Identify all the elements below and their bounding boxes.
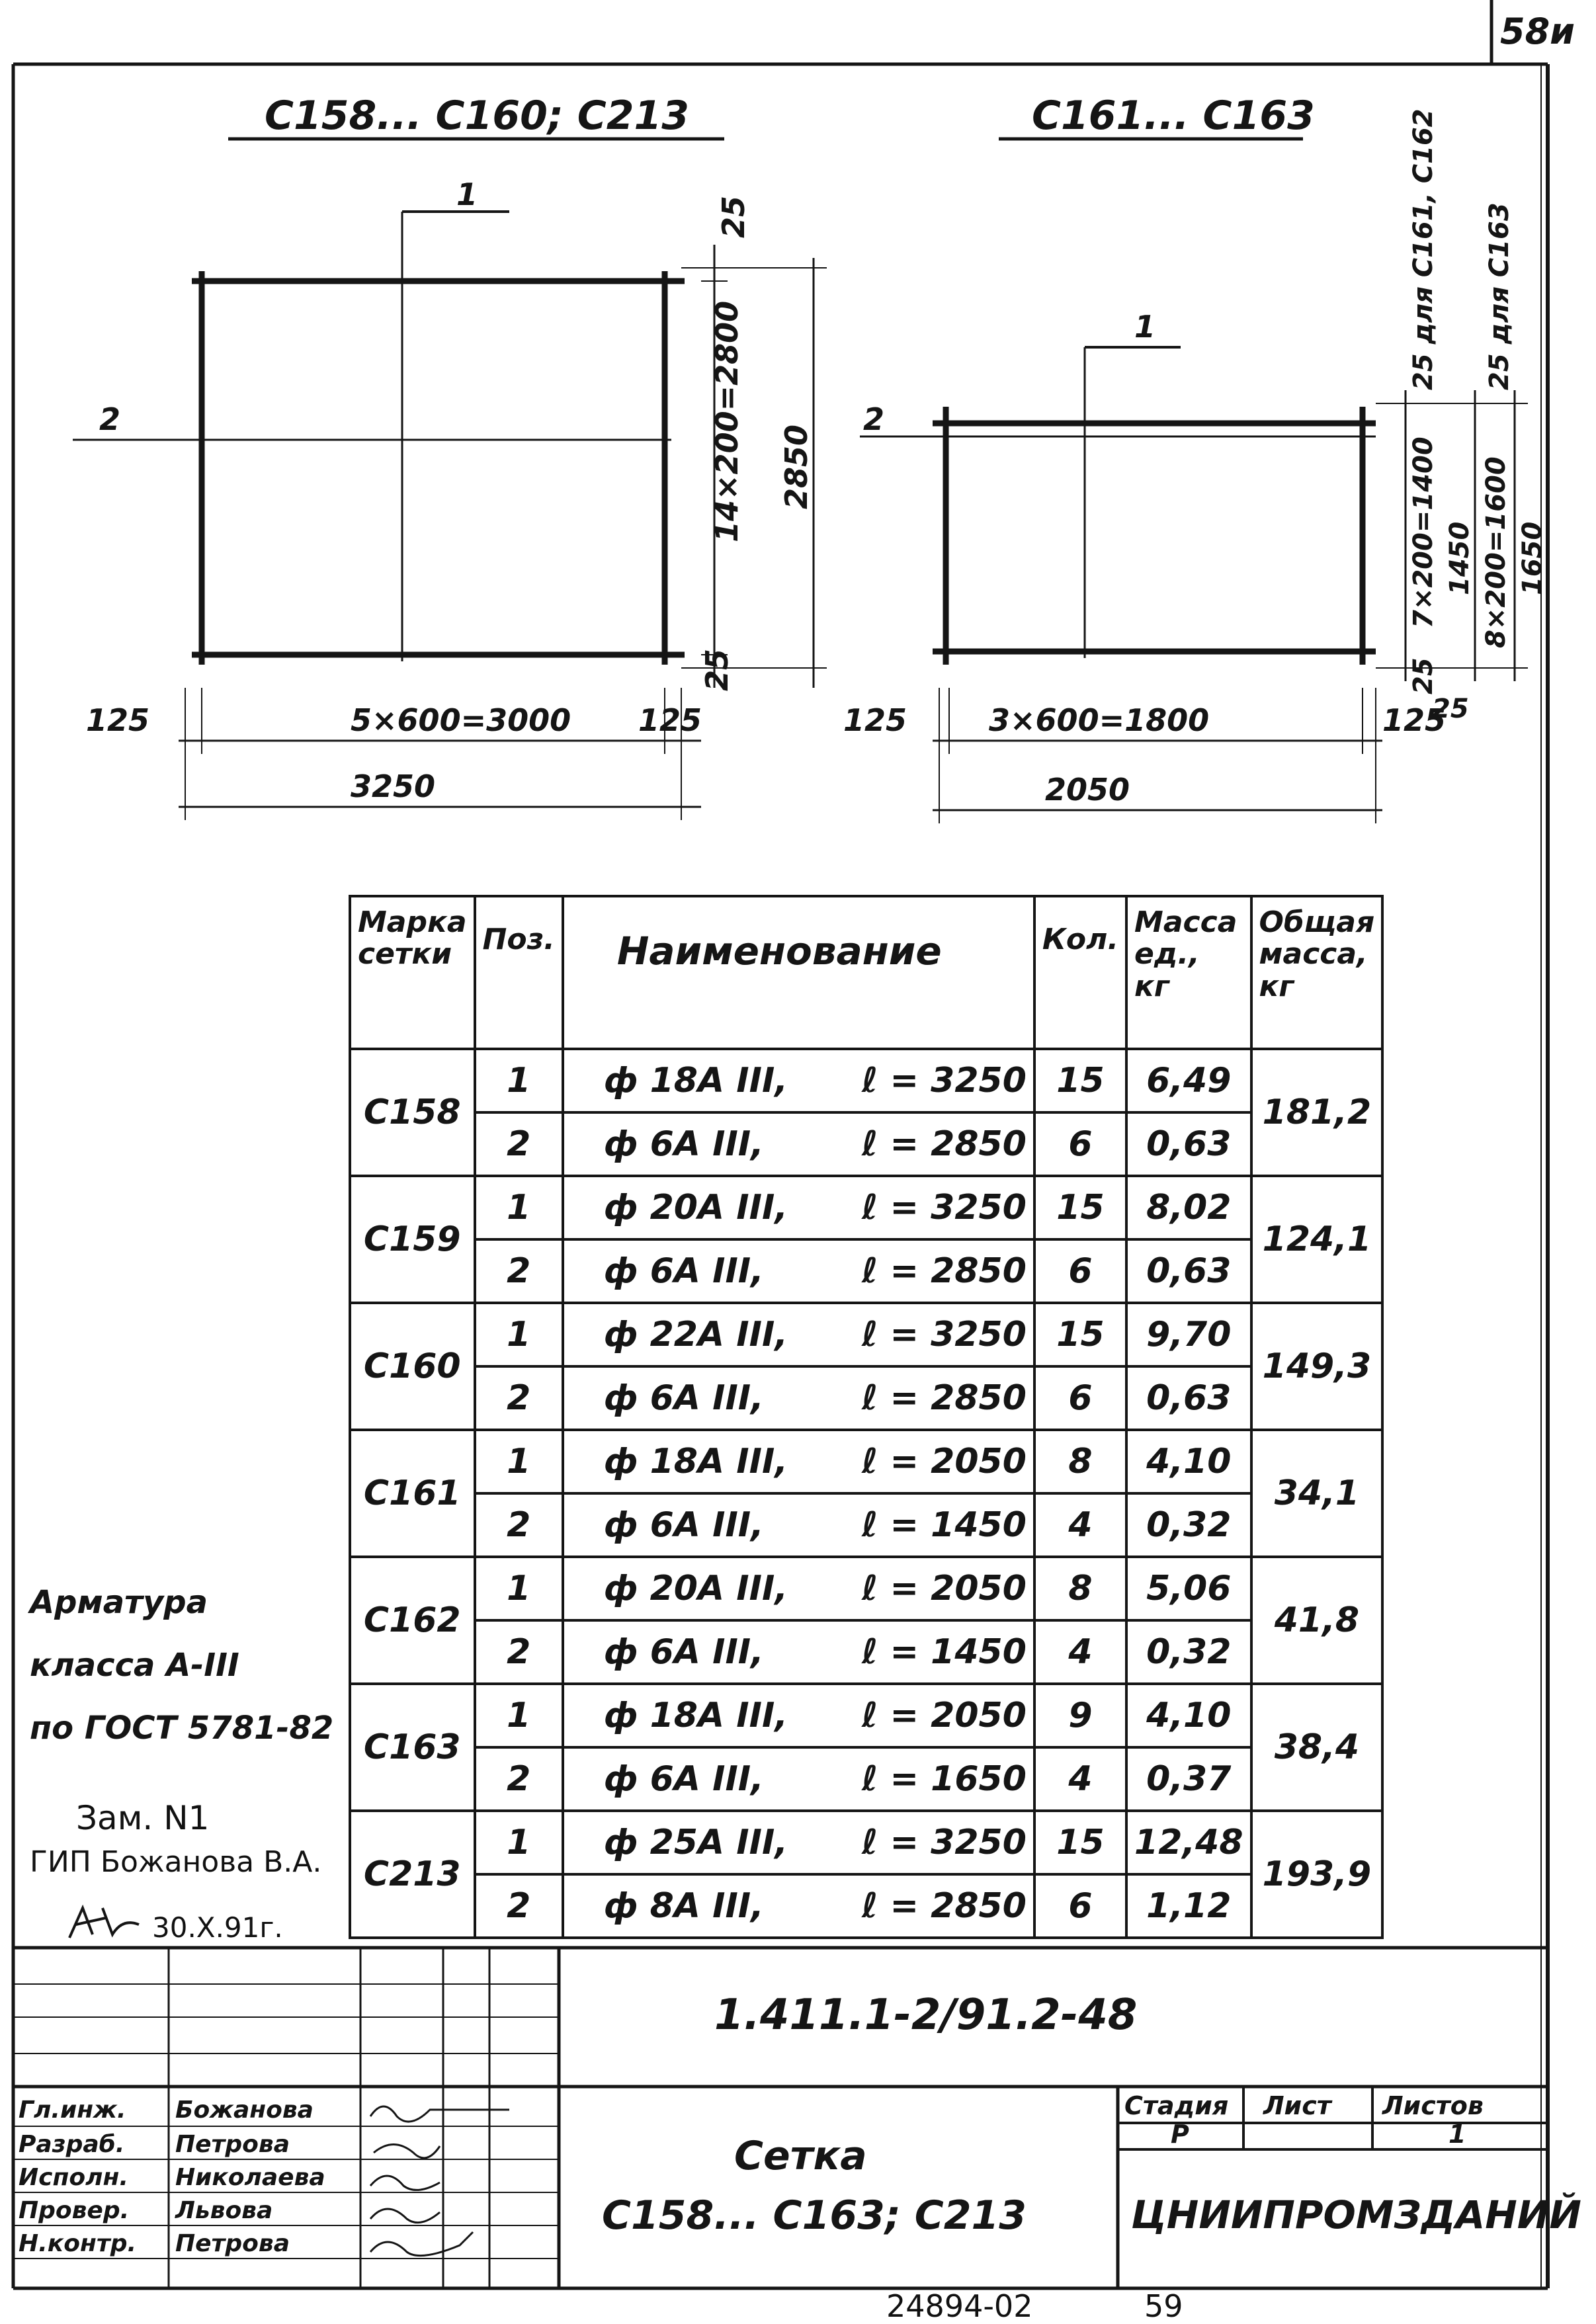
cell-unit-mass: 4,10 <box>1126 1684 1251 1747</box>
role-row-3 <box>19 2197 273 2224</box>
bar-designation: ф 6А III, <box>603 1505 764 1545</box>
role-row-1 <box>19 2131 290 2158</box>
cell-total-mass: 193,9 <box>1251 1811 1383 1938</box>
cell-total-mass: 38,4 <box>1251 1684 1383 1811</box>
right-view-title: С161... С163 <box>1032 93 1315 139</box>
bar-designation: ф 20А III, <box>603 1188 788 1227</box>
role-name: Петрова <box>175 2131 290 2158</box>
cell-qty: 15 <box>1034 1811 1126 1874</box>
right-dim-bottom-b: 25 <box>1432 694 1469 724</box>
right-dim-bottom-a: 25 <box>1408 657 1439 694</box>
cell-pos: 2 <box>475 1493 563 1557</box>
cell-pos: 2 <box>475 1620 563 1684</box>
header-mark: Марка сетки <box>350 896 475 1049</box>
cell-pos: 2 <box>475 1366 563 1430</box>
role-name: Львова <box>175 2197 273 2224</box>
header-pos: Поз. <box>475 896 563 1049</box>
cell-unit-mass: 0,37 <box>1126 1747 1251 1811</box>
right-dim-right-offset: 125 <box>1382 702 1447 738</box>
bar-length: ℓ = 3250 <box>861 1188 1027 1227</box>
cell-unit-mass: 0,63 <box>1126 1366 1251 1430</box>
left-dim-vert-total: 2850 <box>778 424 814 509</box>
bar-designation: ф 6А III, <box>603 1124 764 1164</box>
cell-pos: 1 <box>475 1811 563 1874</box>
change-note-2: ГИП Божанова В.А. <box>30 1845 322 1879</box>
bar-length: ℓ = 2050 <box>861 1569 1027 1608</box>
left-view-title: С158... С160; С213 <box>265 93 689 139</box>
cell-qty: 9 <box>1034 1684 1126 1747</box>
cell-unit-mass: 9,70 <box>1126 1303 1251 1366</box>
cell-pos: 2 <box>475 1874 563 1938</box>
cell-pos: 1 <box>475 1684 563 1747</box>
cell-qty: 4 <box>1034 1620 1126 1684</box>
sheets-value: 1 <box>1449 2120 1466 2149</box>
bar-length: ℓ = 2850 <box>861 1251 1027 1291</box>
doc-code: 1.411.1-2/91.2-48 <box>714 1991 1138 2040</box>
change-note-1: Зам. N1 <box>76 1799 210 1837</box>
bar-designation: ф 22А III, <box>603 1315 788 1354</box>
cell-total-mass: 124,1 <box>1251 1176 1383 1303</box>
note-rebar-2: класса А-III <box>30 1647 239 1684</box>
role-label: Исполн. <box>19 2164 128 2191</box>
cell-qty: 15 <box>1034 1303 1126 1366</box>
right-dim-chain-a: 7×200=1400 <box>1408 436 1439 628</box>
bar-designation: ф 6А III, <box>603 1759 764 1799</box>
right-dim-left-offset: 125 <box>843 702 907 738</box>
left-dim-horiz-total: 3250 <box>351 768 436 804</box>
right-dim-total-b: 1650 <box>1517 521 1548 595</box>
cell-qty: 6 <box>1034 1239 1126 1303</box>
bar-designation: ф 18А III, <box>603 1696 788 1735</box>
bar-designation: ф 25А III, <box>603 1823 788 1862</box>
page-number: 58и <box>1500 11 1575 52</box>
cell-unit-mass: 0,63 <box>1126 1112 1251 1176</box>
left-dim-right-offset: 125 <box>638 702 702 738</box>
organization: ЦНИИПРОМЗДАНИЙ <box>1131 2192 1581 2237</box>
cell-qty: 6 <box>1034 1366 1126 1430</box>
cell-qty: 15 <box>1034 1176 1126 1239</box>
cell-mark: С159 <box>350 1176 475 1303</box>
cell-mark: С163 <box>350 1684 475 1811</box>
left-dim-top: 25 <box>716 195 751 238</box>
bar-length: ℓ = 1650 <box>861 1759 1027 1799</box>
bar-length: ℓ = 3250 <box>861 1315 1027 1354</box>
bar-designation: ф 18А III, <box>603 1442 788 1481</box>
cell-qty: 8 <box>1034 1557 1126 1620</box>
cell-unit-mass: 1,12 <box>1126 1874 1251 1938</box>
sheet-header: Лист <box>1263 2091 1331 2120</box>
role-label: Гл.инж. <box>19 2096 126 2124</box>
right-dim-note1: 25 для С161, С162 <box>1408 108 1439 390</box>
cell-unit-mass: 0,32 <box>1126 1620 1251 1684</box>
role-name: Николаева <box>175 2164 325 2191</box>
stage-header: Стадия <box>1124 2091 1229 2120</box>
right-dim-note2: 25 для С163 <box>1484 202 1515 390</box>
cell-pos: 1 <box>475 1303 563 1366</box>
left-pos1-label: 1 <box>456 177 478 212</box>
cell-mark: С161 <box>350 1430 475 1557</box>
bar-length: ℓ = 2850 <box>861 1124 1027 1164</box>
bar-length: ℓ = 1450 <box>861 1632 1027 1672</box>
bar-length: ℓ = 2850 <box>861 1886 1027 1926</box>
cell-qty: 6 <box>1034 1112 1126 1176</box>
drawing-title-1: Сетка <box>734 2133 867 2179</box>
left-dim-vert-chain: 14×200=2800 <box>709 300 745 542</box>
cell-mark: С158 <box>350 1049 475 1176</box>
role-row-0 <box>19 2096 314 2124</box>
cell-pos: 2 <box>475 1239 563 1303</box>
right-dim-total-a: 1450 <box>1445 521 1475 595</box>
cell-mark: С162 <box>350 1557 475 1684</box>
right-dim-horiz-chain: 3×600=1800 <box>989 702 1210 738</box>
bar-designation: ф 6А III, <box>603 1251 764 1291</box>
header-name: Наименование <box>563 896 1034 1049</box>
cell-qty: 6 <box>1034 1874 1126 1938</box>
role-label: Разраб. <box>19 2131 125 2158</box>
cell-total-mass: 41,8 <box>1251 1557 1383 1684</box>
bar-length: ℓ = 1450 <box>861 1505 1027 1545</box>
cell-pos: 1 <box>475 1430 563 1493</box>
stage-value: Р <box>1171 2120 1189 2149</box>
bar-designation: ф 8А III, <box>603 1886 764 1926</box>
left-dim-bottom: 25 <box>699 648 735 691</box>
bar-designation: ф 18А III, <box>603 1061 788 1100</box>
drawing-title-2: С158... С163; С213 <box>602 2192 1027 2239</box>
cell-total-mass: 181,2 <box>1251 1049 1383 1176</box>
note-rebar-3: по ГОСТ 5781-82 <box>30 1710 334 1747</box>
right-pos1-label: 1 <box>1134 309 1156 345</box>
footer-page: 59 <box>1144 2288 1183 2324</box>
note-rebar-1: Арматура <box>30 1584 208 1621</box>
bar-length: ℓ = 3250 <box>861 1061 1027 1100</box>
left-pos2-label: 2 <box>99 401 121 437</box>
bar-designation: ф 6А III, <box>603 1632 764 1672</box>
sheets-header: Листов <box>1382 2091 1484 2120</box>
cell-pos: 2 <box>475 1112 563 1176</box>
cell-unit-mass: 0,32 <box>1126 1493 1251 1557</box>
role-label: Н.контр. <box>19 2230 137 2257</box>
header-unit-mass: Масса ед., кг <box>1126 896 1251 1049</box>
change-note-date: 30.X.91г. <box>152 1911 283 1944</box>
bar-length: ℓ = 2850 <box>861 1378 1027 1418</box>
bar-length: ℓ = 2050 <box>861 1696 1027 1735</box>
cell-qty: 15 <box>1034 1049 1126 1112</box>
left-dim-left-offset: 125 <box>86 702 150 738</box>
role-name: Петрова <box>175 2230 290 2257</box>
role-name: Божанова <box>175 2096 314 2124</box>
cell-total-mass: 34,1 <box>1251 1430 1383 1557</box>
cell-pos: 1 <box>475 1176 563 1239</box>
cell-total-mass: 149,3 <box>1251 1303 1383 1430</box>
right-dim-chain-b: 8×200=1600 <box>1481 456 1511 648</box>
cell-unit-mass: 0,63 <box>1126 1239 1251 1303</box>
bar-designation: ф 6А III, <box>603 1378 764 1418</box>
cell-pos: 1 <box>475 1557 563 1620</box>
role-label: Провер. <box>19 2197 130 2224</box>
role-row-4 <box>19 2230 290 2257</box>
bar-designation: ф 20А III, <box>603 1569 788 1608</box>
right-pos2-label: 2 <box>863 401 885 437</box>
header-qty: Кол. <box>1034 896 1126 1049</box>
cell-qty: 8 <box>1034 1430 1126 1493</box>
bar-length: ℓ = 2050 <box>861 1442 1027 1481</box>
header-total-mass: Общая масса, кг <box>1251 896 1383 1049</box>
role-row-2 <box>19 2164 325 2191</box>
cell-unit-mass: 12,48 <box>1126 1811 1251 1874</box>
cell-qty: 4 <box>1034 1747 1126 1811</box>
cell-unit-mass: 5,06 <box>1126 1557 1251 1620</box>
right-dim-horiz-total: 2050 <box>1045 772 1130 808</box>
inventory-number: 24894-02 <box>886 2288 1033 2324</box>
cell-pos: 2 <box>475 1747 563 1811</box>
left-dim-horiz-chain: 5×600=3000 <box>351 702 571 738</box>
cell-pos: 1 <box>475 1049 563 1112</box>
bar-length: ℓ = 3250 <box>861 1823 1027 1862</box>
cell-mark: С213 <box>350 1811 475 1938</box>
cell-unit-mass: 4,10 <box>1126 1430 1251 1493</box>
cell-qty: 4 <box>1034 1493 1126 1557</box>
cell-unit-mass: 6,49 <box>1126 1049 1251 1112</box>
cell-mark: С160 <box>350 1303 475 1430</box>
cell-unit-mass: 8,02 <box>1126 1176 1251 1239</box>
